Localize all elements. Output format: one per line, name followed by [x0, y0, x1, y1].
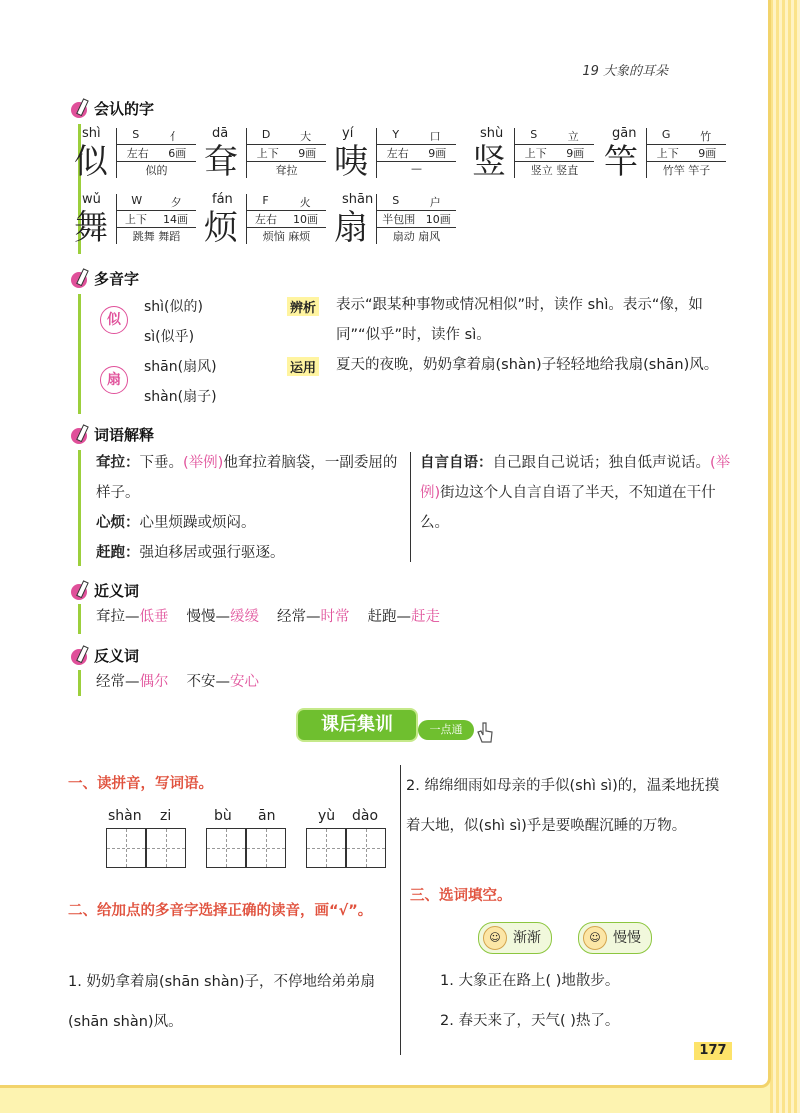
page-title: 19 大象的耳朵	[582, 64, 668, 79]
char-structure: 半包围	[382, 213, 416, 226]
char-entry	[74, 126, 206, 184]
vocab-right: 自言自语：自己跟自己说话；独自低声说话。(举例)街边这个人自言自语了半天，不知道在干什么。	[420, 455, 731, 531]
char-pinyin: yí	[342, 126, 354, 141]
char-info	[246, 194, 326, 244]
q1-pinyin: yù	[318, 808, 336, 824]
char-words: 扇动 扇风	[376, 228, 456, 244]
char-structure: 左右	[255, 213, 277, 226]
char-pinyin: shān	[342, 192, 374, 207]
section-vocab-title: 词语解释	[94, 426, 155, 444]
char-structure: 上下	[524, 147, 547, 160]
polyphone-explain: 表示“跟某种事物或情况相似”时，读作 shì。表示“像，如同”“似乎”时，读作 sì。	[336, 297, 703, 343]
polyphone-reading: shì(似的)	[144, 299, 203, 315]
writing-box[interactable]	[246, 828, 286, 868]
char-glyph: 舞	[74, 208, 108, 248]
char-letter: W	[131, 194, 143, 207]
section-synonym-head	[70, 580, 139, 602]
writing-box[interactable]	[146, 828, 186, 868]
char-pinyin: fán	[212, 192, 233, 207]
q1-pinyin: bù	[214, 808, 232, 824]
char-info	[376, 128, 456, 178]
section-line	[78, 450, 81, 566]
section-recognize-title: 会认的字	[94, 100, 155, 118]
synonym-pair	[96, 609, 169, 625]
char-letter: Y	[392, 128, 400, 141]
polyphone-reading: sì(似乎)	[144, 329, 195, 345]
page-number: 177	[694, 1042, 732, 1060]
char-strokes: 9画	[428, 147, 447, 160]
char-pinyin: shù	[480, 126, 504, 141]
synonym-word: 慢慢	[186, 609, 216, 625]
char-strokes: 6画	[168, 147, 187, 160]
char-entry	[204, 192, 336, 250]
pencil-icon	[70, 424, 90, 446]
char-words: 耷拉	[246, 162, 326, 178]
char-radical: 大	[300, 130, 312, 143]
synonym-pair	[277, 609, 350, 625]
char-letter: S	[392, 194, 400, 207]
writing-box[interactable]	[206, 828, 246, 868]
pencil-icon	[70, 268, 90, 290]
char-strokes: 14画	[163, 213, 188, 226]
char-entry	[334, 126, 466, 184]
practice-banner-title: 课后集训	[298, 710, 416, 740]
char-info	[116, 128, 196, 178]
char-radical: 立	[567, 130, 579, 143]
char-structure: 左右	[386, 147, 409, 160]
char-glyph: 扇	[334, 208, 368, 248]
char-radical: 亻	[169, 130, 181, 143]
synonym-answer: 时常	[320, 609, 350, 625]
q1-pinyin: shàn	[108, 808, 142, 824]
synonym-answer: 赶走	[411, 609, 440, 625]
char-letter: S	[530, 128, 538, 141]
char-letter: D	[261, 128, 271, 141]
vocab-divider	[410, 452, 411, 562]
char-radical: 竹	[700, 130, 712, 143]
q3-title: 三、选词填空。	[410, 888, 512, 904]
section-synonym-title: 近义词	[94, 582, 140, 600]
char-words: 烦恼 麻烦	[246, 228, 326, 244]
char-structure: 上下	[125, 213, 147, 226]
antonym-pair	[96, 674, 169, 690]
char-letter: S	[132, 128, 140, 141]
smiley-icon: ☺	[583, 926, 607, 950]
char-structure: 上下	[656, 147, 679, 160]
char-entry	[204, 126, 336, 184]
char-strokes: 10画	[293, 213, 318, 226]
vocab-left	[96, 448, 406, 568]
writing-box[interactable]	[106, 828, 146, 868]
char-glyph: 咦	[334, 142, 368, 182]
section-polyphone-title: 多音字	[94, 270, 140, 288]
char-radical: 口	[429, 130, 441, 143]
char-glyph: 竿	[604, 142, 638, 182]
char-entry	[74, 192, 206, 250]
char-words: —	[376, 162, 456, 178]
section-line	[78, 294, 81, 414]
writing-box[interactable]	[346, 828, 386, 868]
polyphone-reading: shàn(扇子)	[144, 389, 217, 405]
pencil-icon	[70, 645, 90, 667]
dash: —	[125, 609, 140, 625]
char-letter: F	[262, 194, 269, 207]
char-words: 似的	[116, 162, 196, 178]
char-letter: G	[661, 128, 671, 141]
q2-item-1: 1. 奶奶拿着扇(shān shàn)子，不停地给弟弟扇(shān shàn)风。	[68, 974, 376, 1030]
q2-item-2: 2. 绵绵细雨如母亲的手似(shì sì)的，温柔地抚摸着大地，似(shì sì)乎是要唤醒沉睡的万物。	[406, 778, 720, 834]
char-pinyin: gān	[612, 126, 637, 141]
antonym-answer: 安心	[230, 674, 259, 690]
polyphone-char: 似	[100, 306, 128, 334]
char-info	[376, 194, 456, 244]
char-radical: 火	[299, 196, 311, 209]
antonym-answer: 偶尔	[139, 674, 169, 690]
char-glyph: 耷	[204, 142, 238, 182]
char-strokes: 9画	[298, 147, 317, 160]
char-words: 竹竿 竿子	[646, 162, 726, 178]
practice-banner	[298, 706, 498, 746]
synonym-pair	[368, 609, 441, 625]
char-pinyin: shì	[82, 126, 101, 141]
dash: —	[306, 609, 321, 625]
section-line	[78, 604, 81, 634]
polyphone-tag: 辨析	[287, 297, 319, 316]
pencil-icon	[70, 580, 90, 602]
hand-pointer-icon	[474, 720, 496, 744]
synonym-list	[96, 602, 458, 632]
section-recognize-head	[70, 98, 154, 120]
synonym-answer: 低垂	[139, 609, 169, 625]
char-glyph: 竖	[472, 142, 506, 182]
char-entry	[604, 126, 736, 184]
smiley-icon: ☺	[483, 926, 507, 950]
vocab-item: 心烦：心里烦躁或烦闷。	[96, 515, 256, 531]
q3-item-2: 2. 春天来了，天气( )热了。	[440, 1013, 620, 1029]
polyphone-tag: 运用	[287, 357, 319, 376]
polyphone-reading: shān(扇风)	[144, 359, 217, 375]
section-line	[78, 670, 81, 696]
char-glyph: 烦	[204, 208, 238, 248]
char-info	[116, 194, 196, 244]
vocab-item: 赶跑：强迫移居或强行驱逐。	[96, 545, 285, 561]
q2-title: 二、给加点的多音字选择正确的读音，画“√”。	[68, 903, 373, 919]
section-antonym-title: 反义词	[94, 647, 140, 665]
q1-pinyin: zi	[160, 808, 172, 824]
synonym-word: 赶跑	[367, 609, 397, 625]
char-radical: 夕	[170, 196, 182, 209]
dash: —	[215, 674, 230, 690]
writing-box[interactable]	[306, 828, 346, 868]
dash: —	[215, 609, 230, 625]
antonym-pair	[187, 674, 260, 690]
char-glyph: 似	[74, 142, 108, 182]
char-info	[646, 128, 726, 178]
page-edge	[770, 0, 800, 1113]
antonym-word: 不安	[186, 674, 216, 690]
char-words: 跳舞 舞蹈	[116, 228, 196, 244]
char-radical: 户	[429, 196, 441, 209]
pencil-icon	[70, 98, 90, 120]
char-entry	[334, 192, 466, 250]
synonym-word: 耷拉	[96, 609, 125, 625]
char-words: 竖立 竖直	[514, 162, 594, 178]
char-info	[514, 128, 594, 178]
word-option[interactable]: ☺ 慢慢	[578, 922, 652, 954]
word-option[interactable]: ☺ 渐渐	[478, 922, 552, 954]
section-antonym-head	[70, 645, 139, 667]
char-pinyin: wǔ	[82, 192, 101, 207]
synonym-word: 经常	[277, 609, 306, 625]
antonym-list	[96, 667, 277, 697]
polyphone-char: 扇	[100, 366, 128, 394]
char-strokes: 9画	[566, 147, 585, 160]
dash: —	[125, 674, 140, 690]
section-polyphone-head	[70, 268, 139, 290]
polyphone-example: 夏天的夜晚，奶奶拿着扇(shàn)子轻轻地给我扇(shān)风。	[336, 357, 719, 373]
synonym-pair	[187, 609, 260, 625]
char-strokes: 9画	[698, 147, 717, 160]
char-strokes: 10画	[425, 213, 451, 226]
practice-divider	[400, 765, 401, 1055]
char-structure: 上下	[256, 147, 279, 160]
char-info	[246, 128, 326, 178]
char-structure: 左右	[126, 147, 149, 160]
q1-title: 一、读拼音，写词语。	[68, 776, 213, 792]
antonym-word: 经常	[96, 674, 125, 690]
synonym-answer: 缓缓	[230, 609, 259, 625]
q3-item-1: 1. 大象正在路上( )地散步。	[440, 973, 620, 989]
char-pinyin: dā	[212, 126, 229, 141]
vocab-item: 耷拉：下垂。(举例)他耷拉着脑袋，一副委屈的样子。	[96, 455, 398, 501]
dash: —	[396, 609, 411, 625]
practice-banner-sub: 一点通	[418, 720, 474, 740]
q1-pinyin: dào	[352, 808, 379, 824]
section-vocab-head	[70, 424, 154, 446]
char-entry	[472, 126, 604, 184]
q1-pinyin: ān	[258, 808, 276, 824]
